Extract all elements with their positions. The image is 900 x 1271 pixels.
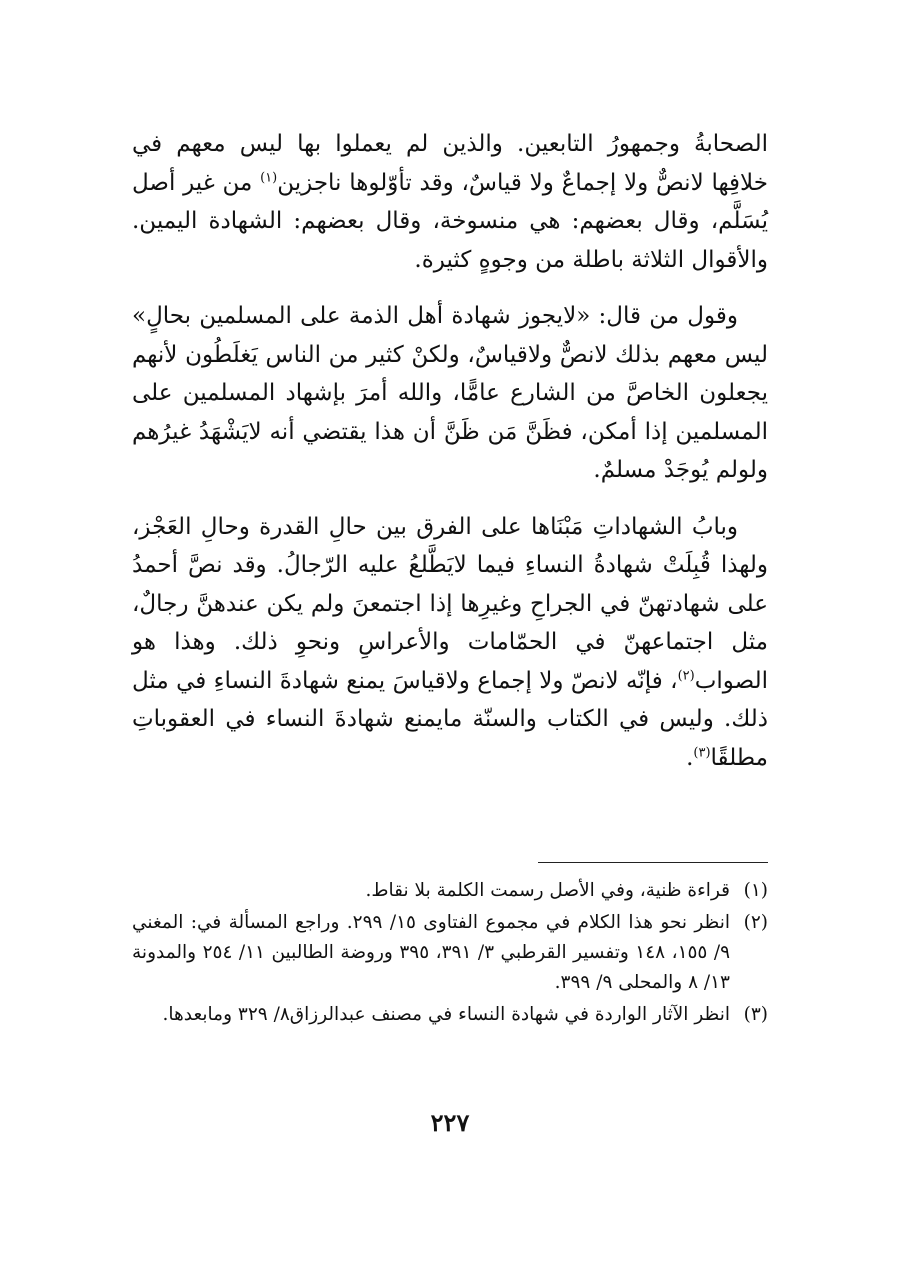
footnote-number: (١) bbox=[743, 880, 768, 901]
footnote-number: (٢) bbox=[743, 912, 768, 933]
footnotes bbox=[132, 876, 768, 1032]
paragraph-1-part-1: الصحابةُ وجمهورُ التابعين. والذين لم يعملوا بها ليس معهم في خلافِها لانصٌّ ولا إجماعٌ ولا قياسٌ، وقد تأوّلوها ناجزين bbox=[132, 131, 768, 196]
paragraph-3-part-2: ، فإنّه لانصّ ولا إجماع ولاقياسَ يمنع شهادةَ النساءِ في مثل ذلك. وليس في الكتاب والسنّة مايمنع شهادةَ النساء في العقوباتِ مطلقًا bbox=[132, 667, 768, 771]
page-number: ٢٢٧ bbox=[430, 1108, 470, 1137]
footnote-ref-3[interactable]: (٣) bbox=[693, 744, 711, 760]
footnote-separator bbox=[538, 862, 768, 863]
footnote-ref-2[interactable]: (٢) bbox=[677, 667, 695, 683]
paragraph-3 bbox=[132, 508, 768, 778]
paragraph-3-part-3: . bbox=[686, 744, 694, 771]
main-text bbox=[132, 125, 768, 795]
footnote-ref-1[interactable]: (١) bbox=[260, 169, 278, 185]
footnote-text: انظر نحو هذا الكلام في مجموع الفتاوى ١٥/ ٢٩٩. وراجع المسألة في: المغني ٩/ ١٥٥، ١٤٨ وتفسير القرطبي ٣/ ٣٩١، ٣٩٥ وروضة الطالبين ١١/ ٢٥٤ والمدونة ١٣/ ٨ والمحلى ٩/ ٣٩٩. bbox=[132, 912, 731, 993]
paragraph-3-part-1: وبابُ الشهاداتِ مَبْنَاها على الفرق بين حالِ القدرة وحالِ العَجْز، ولهذا قُبِلَتْ شهادةُ النساءِ فيما لايَطَّلعُ عليه الرّجالُ. وقد نصَّ أحمدُ على شهادتهنّ في الجراحِ وغيرِها إذا اجتمعنَ ولم يكن عندهنَّ رجالٌ، مثل اجتماعهنّ في الحمّامات والأعراسِ ونحوِ ذلك. وهذا هو الصواب bbox=[132, 513, 768, 694]
footnote-text: انظر الآثار الواردة في شهادة النساء في مصنف عبدالرزاق٨/ ٣٢٩ ومابعدها. bbox=[162, 1004, 730, 1025]
footnote-number: (٣) bbox=[743, 1004, 768, 1025]
footnote-2 bbox=[132, 908, 768, 998]
footnote-text: قراءة ظنية، وفي الأصل رسمت الكلمة بلا نقاط. bbox=[365, 880, 730, 901]
paragraph-2-text: وقول من قال: «لايجوز شهادة أهل الذمة على المسلمين بحالٍ» ليس معهم بذلك لانصٌّ ولاقياسٌ، ولكنْ كثير من الناس يَغلَطُون لأنهم يجعلون الخاصَّ من الشارع عامًّا، والله أمرَ بإشهاد المسلمين على المسلمين إذا أمكن، فظَنَّ مَن ظَنَّ أن هذا يقتضي أنه لايَشْهَدُ غيرُهم ولولم يُوجَدْ مسلمٌ. bbox=[132, 303, 768, 483]
paragraph-2 bbox=[132, 297, 768, 490]
paragraph-1-part-2: من غير أصل يُسَلَّم، وقال بعضهم: هي منسوخة، وقال بعضهم: الشهادة اليمين. والأقوال الثلاثة باطلة من وجوهٍ كثيرة. bbox=[132, 169, 768, 273]
paragraph-1 bbox=[132, 125, 768, 279]
footnote-1 bbox=[132, 876, 768, 906]
footnote-3 bbox=[132, 1000, 768, 1030]
